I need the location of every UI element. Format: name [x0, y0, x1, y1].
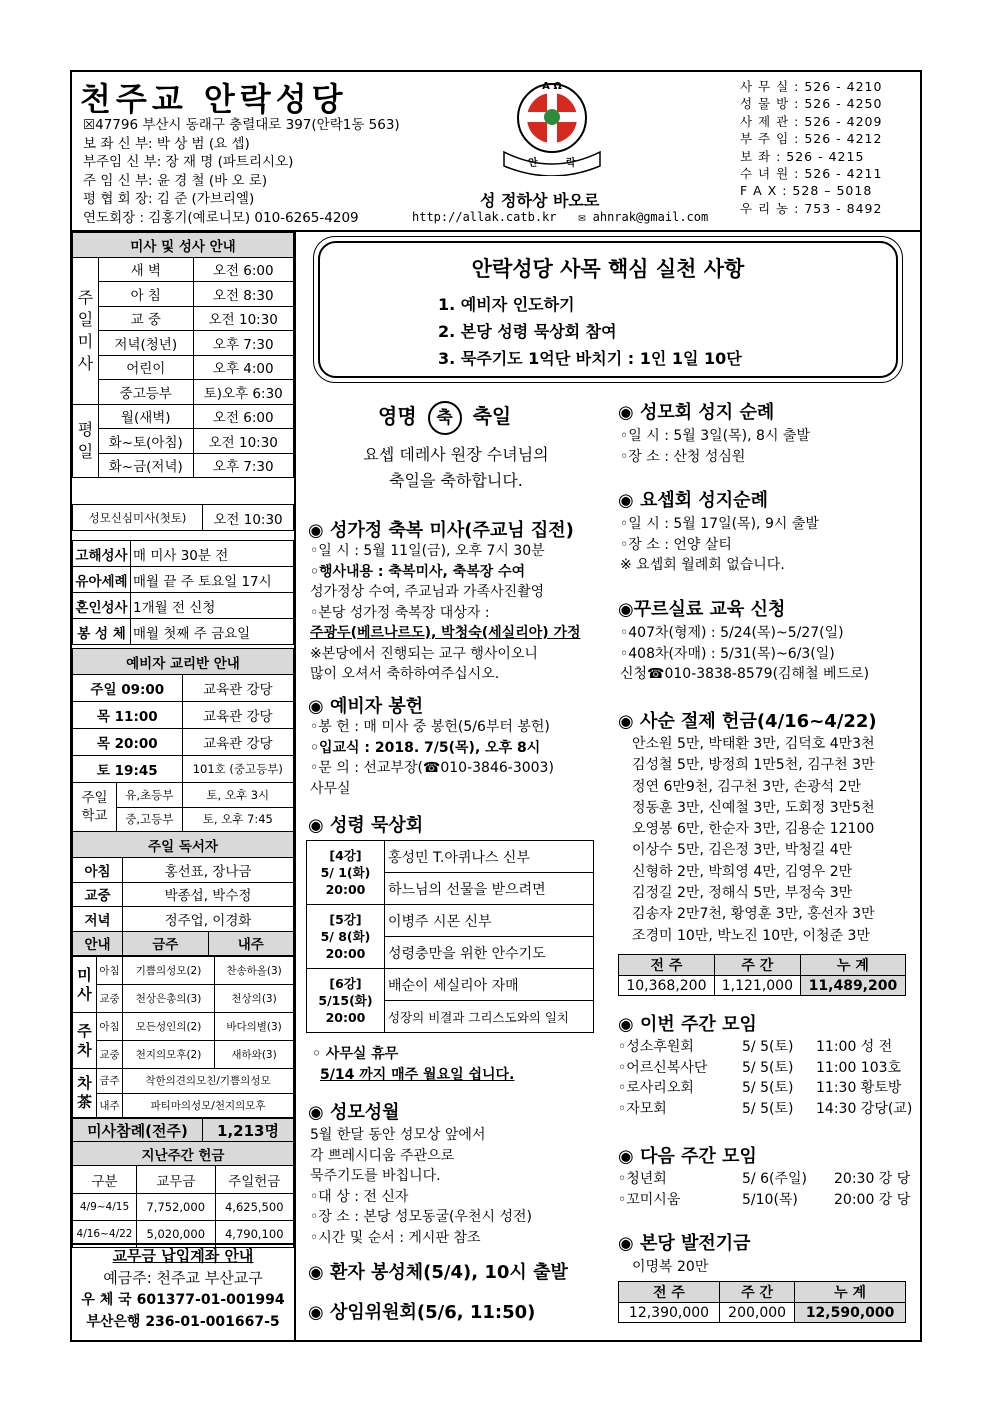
lent-total-table	[618, 954, 906, 996]
mass-time: 오전 10:30	[193, 429, 293, 454]
table-cell: 4/9~4/15	[73, 1194, 137, 1221]
table-cell: 목 20:00	[73, 729, 183, 756]
table-cell: 5/ 5(토)	[742, 1080, 794, 1096]
table-cell: 고해성사	[73, 541, 131, 567]
address: ☒47796 부산시 동래구 충렬대로 397(안락1동 563)	[83, 117, 400, 133]
table-cell: 내주	[208, 931, 294, 956]
catechumen-table	[72, 648, 294, 832]
special-mass-time: 오전 10:30	[203, 505, 294, 531]
table-cell: 101호 (중고등부)	[182, 756, 293, 783]
this-week-table	[618, 1037, 912, 1119]
parish-logo	[496, 74, 608, 176]
phone-line: 우 리 농 : 753 - 8492	[740, 200, 883, 216]
sick-communion-title: ◉ 환자 봉성체(5/4), 10시 출발	[308, 1262, 568, 1283]
mass-time: 오전 8:30	[193, 282, 293, 307]
next-week-table	[618, 1169, 910, 1210]
table-cell: 아침	[73, 858, 123, 883]
feast-heading: 영명 축 축일	[378, 400, 511, 435]
offering-title: 지난주간 헌금	[73, 1142, 294, 1166]
fund-total-table	[618, 1281, 906, 1323]
may-body: 5월 한달 동안 성모상 앞에서 각 쁘레시디움 주관으로 묵주기도를 바칩니다. ◦대 상 : 전 신자 ◦장 소 : 본당 성모동굴(우천시 성전) ◦시간 및 순서 : 게시판 참조	[310, 1127, 532, 1246]
table-cell: 천상의(3)	[215, 985, 294, 1013]
parish-title: 천주교 안락성당	[80, 80, 348, 118]
table-cell: 교무금	[137, 1166, 216, 1194]
mass-name: 새 벽	[99, 257, 194, 282]
mass-time: 오후 7:30	[193, 331, 293, 356]
table-cell: 교중	[73, 882, 123, 907]
email-link[interactable]: ✉ ahnrak@gmail.com	[578, 210, 709, 224]
table-cell: 200,000	[720, 1303, 795, 1323]
pastoral-title: 안락성당 사목 핵심 실천 사항	[471, 257, 745, 281]
table-cell: 5/ 5(토)	[742, 1059, 794, 1076]
staff-line: 평 협 회 장: 김 준 (가브리엘)	[83, 191, 255, 207]
mass-time: 오전 6:00	[193, 257, 293, 282]
table-cell: 5/ 5(토)	[742, 1100, 794, 1117]
holy-family-title: ◉ 성가정 축복 미사(주교님 집전)	[308, 520, 574, 541]
mass-name: 화~금(저녁)	[99, 453, 194, 478]
pastoral-notice	[318, 241, 898, 378]
table-cell: 20:00 강 당	[834, 1191, 911, 1208]
table-cell: 하느님의 선물을 받으려면	[385, 873, 594, 905]
table-cell: 11:30 황토방	[816, 1080, 902, 1096]
next-week-title: ◉ 다음 주간 모임	[618, 1146, 757, 1167]
lent-title: ◉ 사순 절제 헌금(4/16~4/22)	[618, 711, 877, 732]
table-cell: 1,121,000	[714, 976, 800, 996]
catechumen-title: 예비자 교리반 안내	[73, 649, 294, 675]
table-cell: 홍성민 T.아퀴나스 신부	[385, 841, 594, 873]
account-info: 교무금 납입계좌 안내 예금주: 천주교 부산교구 우 체 국 601377-01-001994 부산은행 236-01-001667-5	[72, 1245, 294, 1333]
logo-alpha-omega: A Ω	[542, 81, 562, 92]
table-cell: 12,390,000	[619, 1303, 720, 1323]
table-cell: 모든성인의(2)	[123, 1013, 215, 1041]
table-cell: 토, 오후 7:45	[182, 807, 293, 832]
mass-schedule-table	[72, 232, 294, 478]
mass-time: 오전 10:30	[193, 306, 293, 331]
table-cell: 교중	[97, 1041, 123, 1069]
mass-name: 교 중	[99, 306, 194, 331]
table-cell: 5,020,000	[137, 1221, 216, 1248]
may-title: ◉ 성모성월	[308, 1102, 400, 1123]
table-cell: 금주	[123, 931, 209, 956]
table-cell: 주일헌금	[215, 1166, 294, 1194]
staff-line: 보 좌 신 부: 박 상 범 (요 셉)	[83, 135, 250, 152]
fund-donor: 이명복 20만	[632, 1259, 709, 1275]
phone-line: 성 물 방 : 526 - 4250	[740, 96, 883, 112]
table-cell: 14:30 강당(교)	[816, 1100, 913, 1117]
weekday-label: 평 일	[73, 404, 99, 478]
table-cell: [6강] 5/15(화) 20:00	[307, 969, 385, 1033]
table-cell: 안내	[73, 931, 123, 956]
table-cell: 목 11:00	[73, 702, 183, 729]
table-cell: 금주	[97, 1069, 123, 1094]
staff-line: 부주임 신 부: 장 재 명 (파트리시오)	[83, 154, 294, 170]
logo-text: 락	[566, 158, 576, 169]
offering-table	[72, 1141, 294, 1248]
table-cell: 교육관 강당	[182, 675, 293, 702]
table-cell: 1,213명	[203, 1119, 294, 1144]
logo-text: 안	[528, 158, 538, 169]
catechumen-offering-body: ◦봉 헌 : 매 미사 중 봉헌(5/6부터 봉헌) ◦입교식 : 2018. 7/5(목), 오후 8시 ◦문 의 : 선교부장(☎010-3846-3003) 사무실	[310, 719, 554, 797]
mass-time: 오후 4:00	[193, 355, 293, 380]
cursillo-title: ◉꾸르실료 교육 신청	[618, 599, 786, 620]
staff-line: 연도회장 : 김홍기(예로니모) 010-6265-4209	[83, 209, 359, 226]
pilgrim1-body: ◦일 시 : 5월 3일(목), 8시 출발 ◦장 소 : 산청 성심원	[620, 428, 810, 465]
table-cell: 중,고등부	[117, 807, 183, 832]
table-cell: 배순이 세실리아 자매	[385, 969, 594, 1001]
readers-title: 주일 독서자	[73, 832, 294, 858]
catechumen-offering-title: ◉ 예비자 봉헌	[308, 696, 424, 717]
mass-name: 화~토(아침)	[99, 429, 194, 454]
table-cell: 차 茶	[73, 1069, 97, 1118]
table-cell: 4/16~4/22	[73, 1221, 137, 1248]
sunday-school-label: 주일 학교	[73, 783, 117, 832]
table-cell: 박종섭, 박수정	[123, 882, 294, 907]
table-cell: 정주업, 이경화	[123, 907, 294, 932]
table-cell: 유,초등부	[117, 783, 183, 808]
table-cell: 매 미사 30분 전	[131, 541, 294, 567]
pastoral-item: 3. 묵주기도 1억단 바치기 : 1인 1일 10단	[438, 349, 742, 368]
feast-message: 요셉 데레사 원장 수녀님의 축일을 축하합니다.	[363, 445, 549, 490]
attendance-table	[72, 1118, 294, 1144]
table-cell: 10,368,200	[619, 976, 715, 996]
table-cell: 홍선표, 장나금	[123, 858, 294, 883]
table-cell: 저녁	[73, 907, 123, 932]
table-cell: 새하와(3)	[215, 1041, 294, 1069]
website-link[interactable]: http://allak.catb.kr ✉ ahnrak@gmail.com	[412, 210, 709, 224]
committee-title: ◉ 상임위원회(5/6, 11:50)	[308, 1302, 536, 1323]
mass-name: 아 침	[99, 282, 194, 307]
phone-list	[740, 78, 882, 217]
this-week-title: ◉ 이번 주간 모임	[618, 1014, 757, 1035]
mass-name: 중고등부	[99, 380, 194, 405]
cursillo-body: ◦407차(형제) : 5/24(목)~5/27(일) ◦408차(자매) : 5/31(목)~6/3(일) 신청☎010-3838-8579(김해철 베드로)	[620, 625, 870, 682]
table-cell: 봉 성 체	[73, 619, 131, 645]
table-cell: 매월 첫째 주 금요일	[131, 619, 294, 645]
holy-family-body: ◦일 시 : 5월 11일(금), 오후 7시 30분 ◦행사내용 : 축복미사, 축복장 수여 성가정상 수여, 주교님과 가족사진촬영 ◦본당 성가정 축복장 대상자 : 주광두(베르나르도), 박청숙(세실리아) 가정 ※본당에서 진행되는 교구 행사이오니 많이 오셔서 축하하여주십시오.	[310, 543, 581, 682]
phone-line: 사 제 관 : 526 - 4209	[740, 113, 883, 129]
table-cell: 4,625,500	[215, 1194, 294, 1221]
header-info	[83, 116, 400, 227]
mass-title: 미사 및 성사 안내	[73, 233, 294, 258]
table-cell: [4강] 5/ 1(화) 20:00	[307, 841, 385, 905]
retreat-table	[306, 840, 594, 1033]
table-cell: 미사참례(전주)	[73, 1119, 203, 1144]
table-cell: 성장의 비결과 그리스도와의 일치	[385, 1001, 594, 1033]
phone-line: F A X : 528 – 5018	[740, 183, 873, 199]
feast-badge-icon: 축	[428, 401, 462, 435]
table-cell: ◦자모회	[618, 1100, 667, 1117]
mass-time: 오후 7:30	[193, 453, 293, 478]
account-title: 교무금 납입계좌 안내	[112, 1247, 254, 1265]
staff-line: 주 임 신 부: 윤 경 철 (바 오 로)	[83, 172, 268, 189]
special-mass-table	[72, 504, 294, 531]
lent-donors: 안소원 5만, 박태환 3만, 김덕호 4만3천 김성철 5만, 방정희 1만5천, 김구천 3만 정연 6만9천, 김구천 3만, 손광석 2만 정동훈 3만, 신예철 3만, 도회정 3만5천 오영봉 6만, 한순자 3만, 김용순 12100 이상수 5만, 김은정 3만, 박청길 4만 신형하 2만, 박희영 4만, 김영우 2만 김정길 2만, 정해식 5만, 부정숙 3만 김송자 2만7천, 황영훈 3만, 홍선자 3만 조경미 10만, 박노진 10만, 이청준 3만	[632, 736, 875, 944]
table-cell: 이병주 시몬 신부	[385, 905, 594, 937]
mass-name: 저녁(청년)	[99, 331, 194, 356]
table-cell: 4,790,100	[215, 1221, 294, 1248]
table-cell: 1개월 전 신청	[131, 593, 294, 619]
table-cell: 누 계	[800, 955, 905, 976]
sacrament-table	[72, 540, 294, 645]
office-closure: ◦ 사무실 휴무 5/14 까지 매주 월요일 쉽니다.	[312, 1046, 515, 1083]
table-cell: 11,489,200	[800, 976, 905, 996]
column-divider	[294, 230, 296, 1342]
table-cell: ◦청년회	[618, 1171, 667, 1187]
table-cell: ◦어르신복사단	[618, 1059, 708, 1076]
table-cell: 5/ 5(토)	[742, 1039, 794, 1055]
mass-time: 오전 6:00	[193, 404, 293, 429]
table-cell: 주 간	[720, 1282, 795, 1303]
mass-name: 월(새벽)	[99, 404, 194, 429]
readers-table	[72, 831, 294, 956]
phone-line: 부 주 임 : 526 - 4212	[740, 131, 883, 147]
table-cell: 내주	[97, 1093, 123, 1118]
phone-line: 보 좌 : 526 - 4215	[740, 148, 865, 164]
table-cell: 혼인성사	[73, 593, 131, 619]
table-cell: 토, 오후 3시	[182, 783, 293, 808]
table-cell: 12,590,000	[795, 1303, 906, 1323]
table-cell: 바다의별(3)	[215, 1013, 294, 1041]
table-cell: 7,752,000	[137, 1194, 216, 1221]
table-cell: 토 19:45	[73, 756, 183, 783]
table-cell: 찬송하올(3)	[215, 957, 294, 985]
table-cell: 교육관 강당	[182, 702, 293, 729]
table-cell: [5강] 5/ 8(화) 20:00	[307, 905, 385, 969]
table-cell: 5/ 6(주일)	[742, 1171, 807, 1187]
patron-saint: 성 정하상 바오로	[480, 191, 600, 210]
table-cell: ◦성소후원회	[618, 1039, 694, 1055]
duty-table	[72, 956, 294, 1118]
table-cell: ◦꼬미시움	[618, 1191, 681, 1208]
table-cell: 5/10(목)	[742, 1191, 798, 1208]
mass-time: 토)오후 6:30	[193, 380, 293, 405]
table-cell: 전 주	[619, 1282, 720, 1303]
table-cell: 11:00 103호	[816, 1059, 902, 1076]
table-cell: 전 주	[619, 955, 715, 976]
table-cell: 구분	[73, 1166, 137, 1194]
special-mass-name: 성모신심미사(첫토)	[73, 505, 203, 531]
table-cell: 주 차	[73, 1013, 97, 1069]
table-cell: 주일 09:00	[73, 675, 183, 702]
table-cell: 파티마의성모/천지의모후	[123, 1093, 294, 1118]
table-cell: 11:00 성 전	[816, 1039, 893, 1055]
table-cell: 주 간	[714, 955, 800, 976]
table-cell: 천지의모후(2)	[123, 1041, 215, 1069]
table-cell: 착한의견의모친/기쁨의성모	[123, 1069, 294, 1094]
sunday-label: 주 일 미 사	[73, 257, 99, 404]
pastoral-item: 1. 예비자 인도하기	[438, 295, 575, 314]
table-cell: 아침	[97, 957, 123, 985]
table-cell: ◦로사리오회	[618, 1080, 694, 1096]
phone-line: 수 녀 원 : 526 - 4211	[740, 166, 883, 182]
table-cell: 교육관 강당	[182, 729, 293, 756]
table-cell: 천상은총의(3)	[123, 985, 215, 1013]
pastoral-item: 2. 본당 성령 묵상회 참여	[438, 322, 617, 341]
table-cell: 기쁨의성모(2)	[123, 957, 215, 985]
pilgrim1-title: ◉ 성모회 성지 순례	[618, 402, 775, 423]
pilgrim2-body: ◦일 시 : 5월 17일(목), 9시 출발 ◦장 소 : 언양 살티 ※ 요셉회 월례회 없습니다.	[620, 516, 819, 573]
table-cell: 교중	[97, 985, 123, 1013]
fund-title: ◉ 본당 발전기금	[618, 1233, 751, 1254]
table-cell: 미 사	[73, 957, 97, 1013]
table-cell: 아침	[97, 1013, 123, 1041]
table-cell: 매월 끝 주 토요일 17시	[131, 567, 294, 593]
table-cell: 20:30 강 당	[834, 1171, 911, 1187]
mass-name: 어린이	[99, 355, 194, 380]
table-cell: 유아세례	[73, 567, 131, 593]
table-cell: 누 계	[795, 1282, 906, 1303]
pilgrim2-title: ◉ 요셉회 성지순례	[618, 490, 768, 511]
retreat-title: ◉ 성령 묵상회	[308, 815, 424, 836]
phone-line: 사 무 실 : 526 - 4210	[740, 79, 883, 94]
table-cell: 성령충만을 위한 안수기도	[385, 937, 594, 969]
